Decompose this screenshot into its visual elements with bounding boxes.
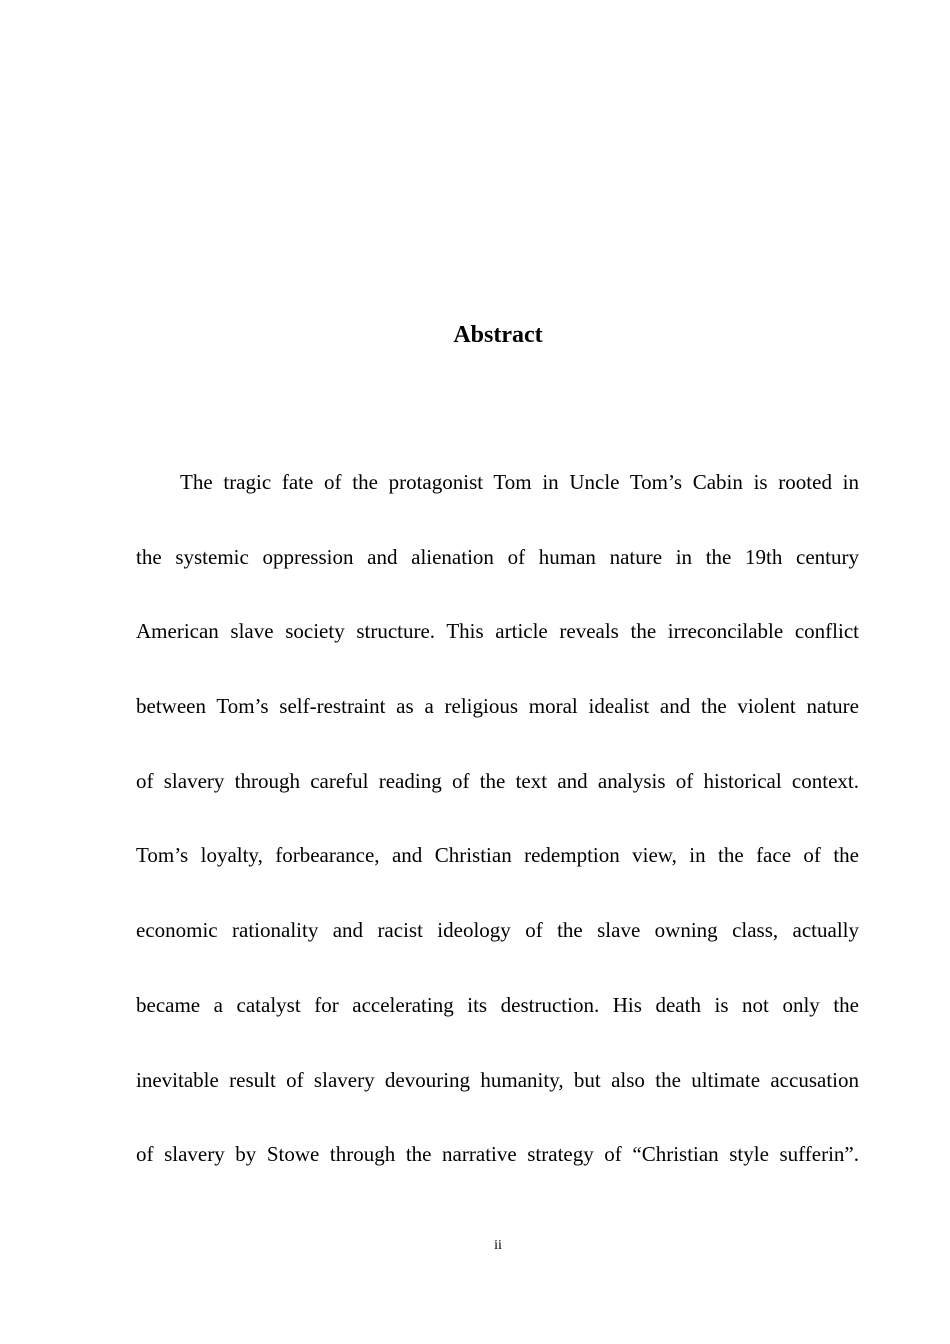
abstract-line-1: The tragic fate of the protagonist Tom in Uncle Tom’s Cabin is rooted in xyxy=(180,470,859,494)
abstract-line-2: the systemic oppression and alienation of human nature in the 19th century xyxy=(136,544,859,569)
abstract-title: Abstract xyxy=(453,322,543,348)
abstract-line-6: Tom’s loyalty, forbearance, and Christian redemption view, in the face of the xyxy=(136,843,859,868)
abstract-line-9: inevitable result of slavery devouring humanity, but also the ultimate accusation xyxy=(136,1067,859,1092)
abstract-body xyxy=(136,445,859,1192)
page-number: ii xyxy=(494,1238,502,1253)
abstract-line-10: of slavery by Stowe through the narrative strategy of “Christian style sufferin”. xyxy=(136,1142,859,1167)
abstract-line-5: of slavery through careful reading of the text and analysis of historical context. xyxy=(136,768,859,793)
abstract-line-3: American slave society structure. This article reveals the irreconcilable conflict xyxy=(136,619,859,644)
abstract-line-8: became a catalyst for accelerating its destruction. His death is not only the xyxy=(136,992,859,1017)
abstract-line-7: economic rationality and racist ideology of the slave owning class, actually xyxy=(136,918,859,943)
abstract-line-4: between Tom’s self-restraint as a religious moral idealist and the violent nature xyxy=(136,694,859,719)
